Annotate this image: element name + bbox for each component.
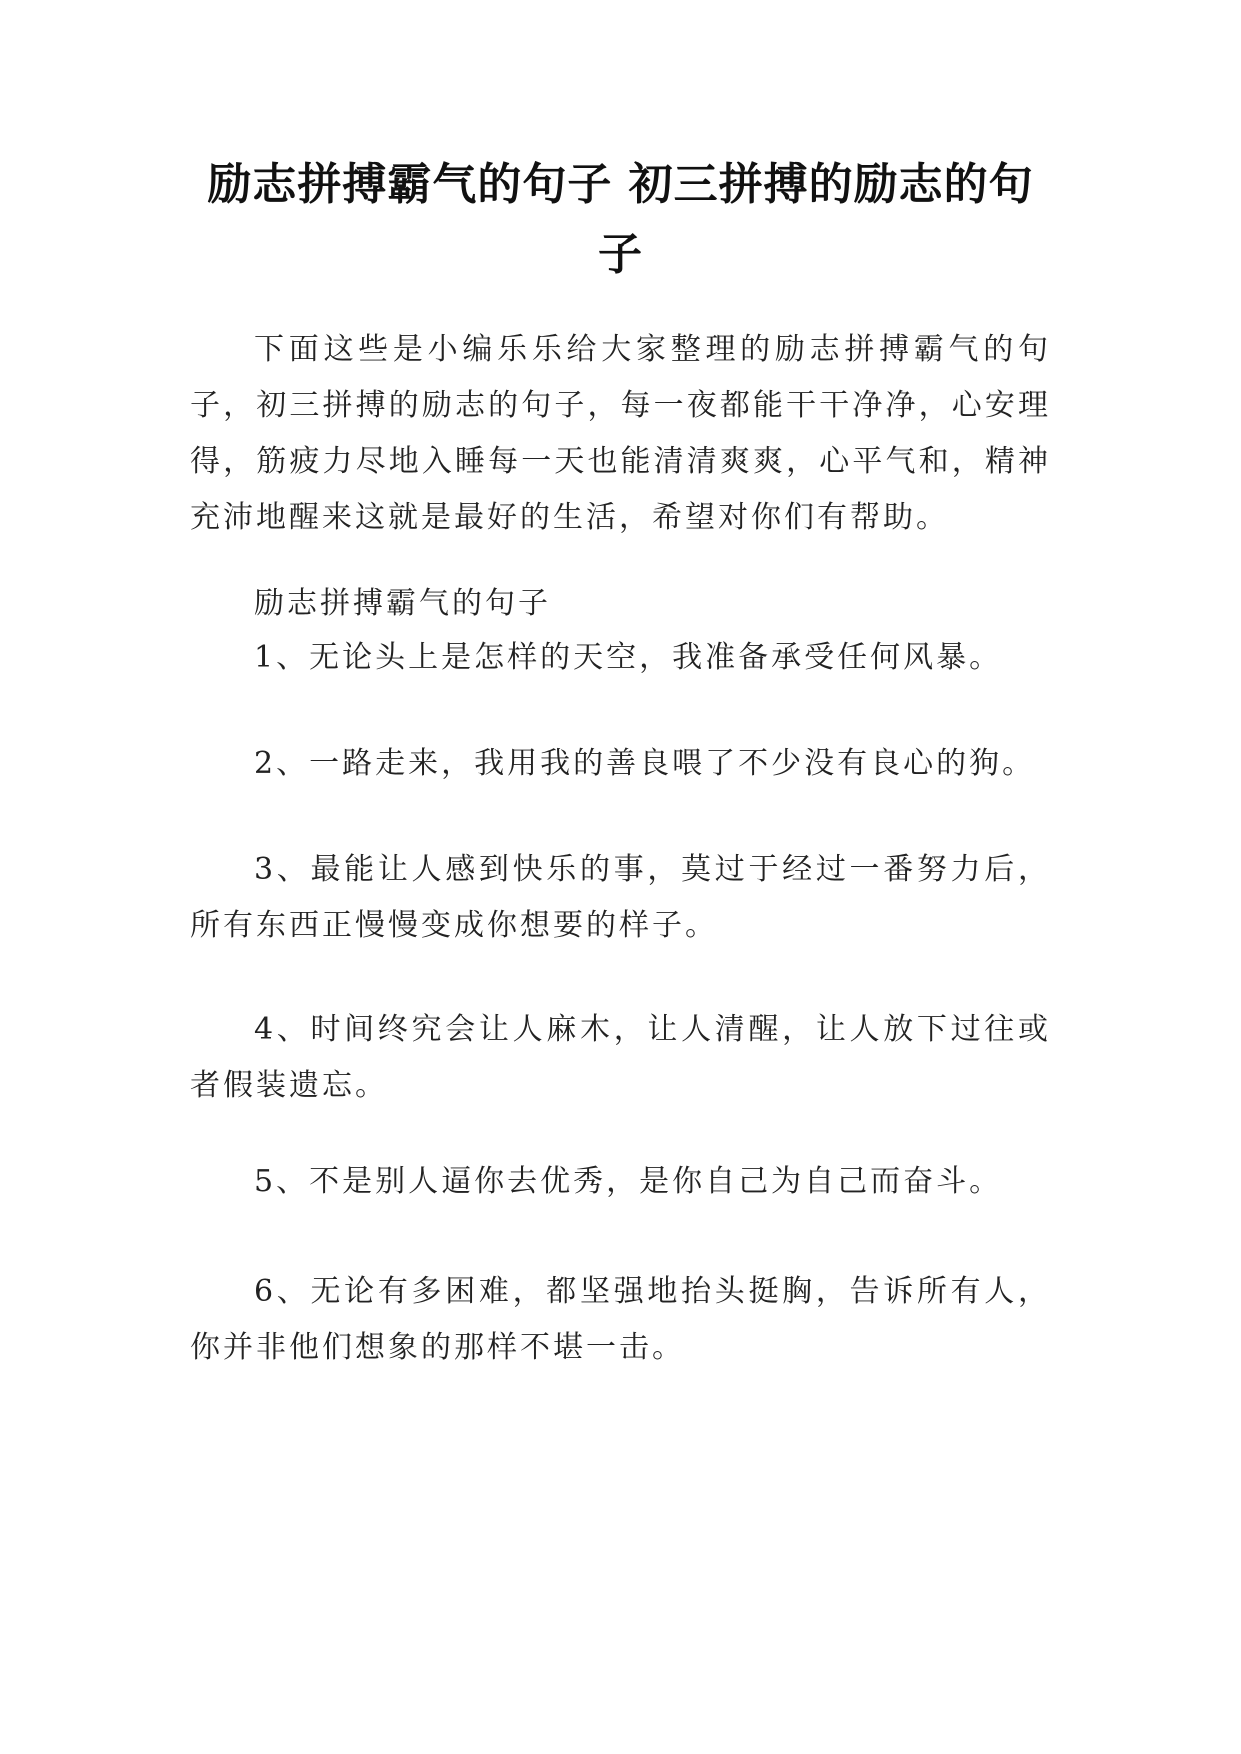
- document-title: 励志拼搏霸气的句子 初三拼搏的励志的句子: [207, 159, 1034, 280]
- list-item: 2、一路走来，我用我的善良喂了不少没有良心的狗。: [254, 746, 1036, 781]
- list-item: 3、最能让人感到快乐的事，莫过于经过一番努力后，所有东西正慢慢变成你想要的样子。: [190, 852, 1051, 943]
- list-item: 4、时间终究会让人麻木，让人清醒，让人放下过往或者假装遗忘。: [190, 1012, 1051, 1103]
- list-item: 6、无论有多困难，都坚强地抬头挺胸，告诉所有人，你并非他们想象的那样不堪一击。: [190, 1274, 1051, 1365]
- intro-paragraph: 下面这些是小编乐乐给大家整理的励志拼搏霸气的句子，初三拼搏的励志的句子，每一夜都能干干净净，心安理得，筋疲力尽地入睡每一天也能清清爽爽，心平气和，精神充沛地醒来这就是最好的生活，希望对你们有帮助。: [190, 332, 1051, 535]
- section-heading: 励志拼搏霸气的句子: [254, 586, 551, 621]
- list-item: 5、不是别人逼你去优秀，是你自己为自己而奋斗。: [254, 1164, 1003, 1199]
- list-item: 1、无论头上是怎样的天空，我准备承受任何风暴。: [254, 640, 1003, 675]
